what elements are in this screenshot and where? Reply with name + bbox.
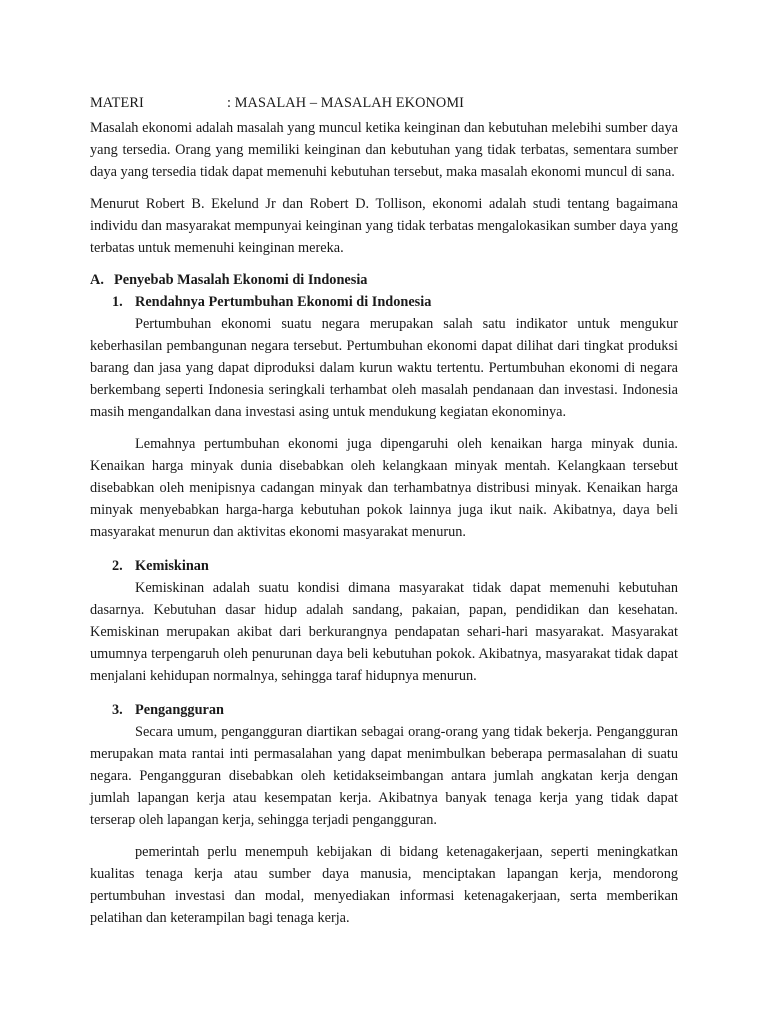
body-paragraph: Kemiskinan adalah suatu kondisi dimana masyarakat tidak dapat memenuhi kebutuhan dasarnya. Kebutuhan dasar hidup adalah sandang, pakaian, papan, pendidikan dan kesehatan. Kemiskinan merupakan akibat dari berkurangnya pendapatan sehari-hari masyarakat. Masyarakat umumnya terpengaruh oleh penurunan daya beli kebutuhan pokok. Akibatnya, masyarakat tidak dapat menjalani kehidupan normalnya, sehingga taraf hidupnya menurun. — [90, 580, 678, 684]
header-label: MATERI — [90, 95, 144, 111]
section-number: A. — [90, 272, 104, 288]
subsection-number: 2. — [112, 558, 123, 574]
document-header — [90, 92, 678, 114]
subsection-heading — [90, 555, 678, 577]
section-title: Penyebab Masalah Ekonomi di Indonesia — [114, 272, 368, 288]
subsection-heading — [90, 291, 678, 313]
subsection-title: Kemiskinan — [135, 558, 209, 574]
subsection-title: Rendahnya Pertumbuhan Ekonomi di Indonesia — [135, 294, 432, 310]
subsection-title: Pengangguran — [135, 702, 224, 718]
subsection-number: 3. — [112, 702, 123, 718]
body-paragraph: pemerintah perlu menempuh kebijakan di bidang ketenagakerjaan, seperti meningkatkan kualitas tenaga kerja atau sumber daya manusia, menciptakan lapangan kerja, mendorong pertumbuhan investasi dan modal, menyediakan informasi ketenagakerjaan, serta memberikan pelatihan dan keterampilan bagi tenaga kerja. — [90, 844, 678, 926]
subsection-number: 1. — [112, 294, 123, 310]
header-title: : MASALAH – MASALAH EKONOMI — [227, 95, 465, 111]
body-paragraph: Pertumbuhan ekonomi suatu negara merupakan salah satu indikator untuk mengukur keberhasilan pembangunan negara tersebut. Pertumbuhan ekonomi dapat dilihat dari tingkat produksi barang dan jasa yang dapat diproduksi dalam kurun waktu tertentu. Pertumbuhan ekonomi di negara berkembang seperti Indonesia seringkali terhambat oleh masalah pendanaan dan investasi. Indonesia masih mengandalkan dana investasi asing untuk mendukung kegiatan ekonominya. — [90, 316, 678, 420]
document-page — [90, 92, 678, 939]
intro-paragraph: Masalah ekonomi adalah masalah yang muncul ketika keinginan dan kebutuhan melebihi sumber daya yang tersedia. Orang yang memiliki keinginan dan kebutuhan yang tidak terbatas, sementara sumber daya yang tersedia tidak dapat memenuhi kebutuhan tersebut, maka masalah ekonomi muncul di sana. — [90, 120, 678, 180]
section-heading — [90, 269, 678, 291]
intro-paragraph: Menurut Robert B. Ekelund Jr dan Robert D. Tollison, ekonomi adalah studi tentang bagaimana individu dan masyarakat mempunyai keinginan yang tidak terbatas mengalokasikan sumber daya yang terbatas untuk memenuhi keinginan mereka. — [90, 196, 678, 256]
subsection-heading — [90, 699, 678, 721]
body-paragraph: Lemahnya pertumbuhan ekonomi juga dipengaruhi oleh kenaikan harga minyak dunia. Kenaikan harga minyak dunia disebabkan oleh kelangkaan minyak mentah. Kelangkaan tersebut disebabkan oleh menipisnya cadangan minyak dan terhambatnya distribusi minyak. Kenaikan harga minyak menyebabkan harga-harga kebutuhan pokok lainnya juga ikut naik. Akibatnya, daya beli masyarakat menurun dan aktivitas ekonomi masyarakat menurun. — [90, 436, 678, 540]
body-paragraph: Secara umum, pengangguran diartikan sebagai orang-orang yang tidak bekerja. Pengangguran merupakan mata rantai inti permasalahan yang dapat menimbulkan beberapa permasalahan di suatu negara. Pengangguran disebabkan oleh ketidakseimbangan antara jumlah angkatan kerja dengan jumlah lapangan kerja atau kesempatan kerja. Akibatnya banyak tenaga kerja yang tidak dapat terserap oleh lapangan kerja, sehingga terjadi pengangguran. — [90, 724, 678, 828]
